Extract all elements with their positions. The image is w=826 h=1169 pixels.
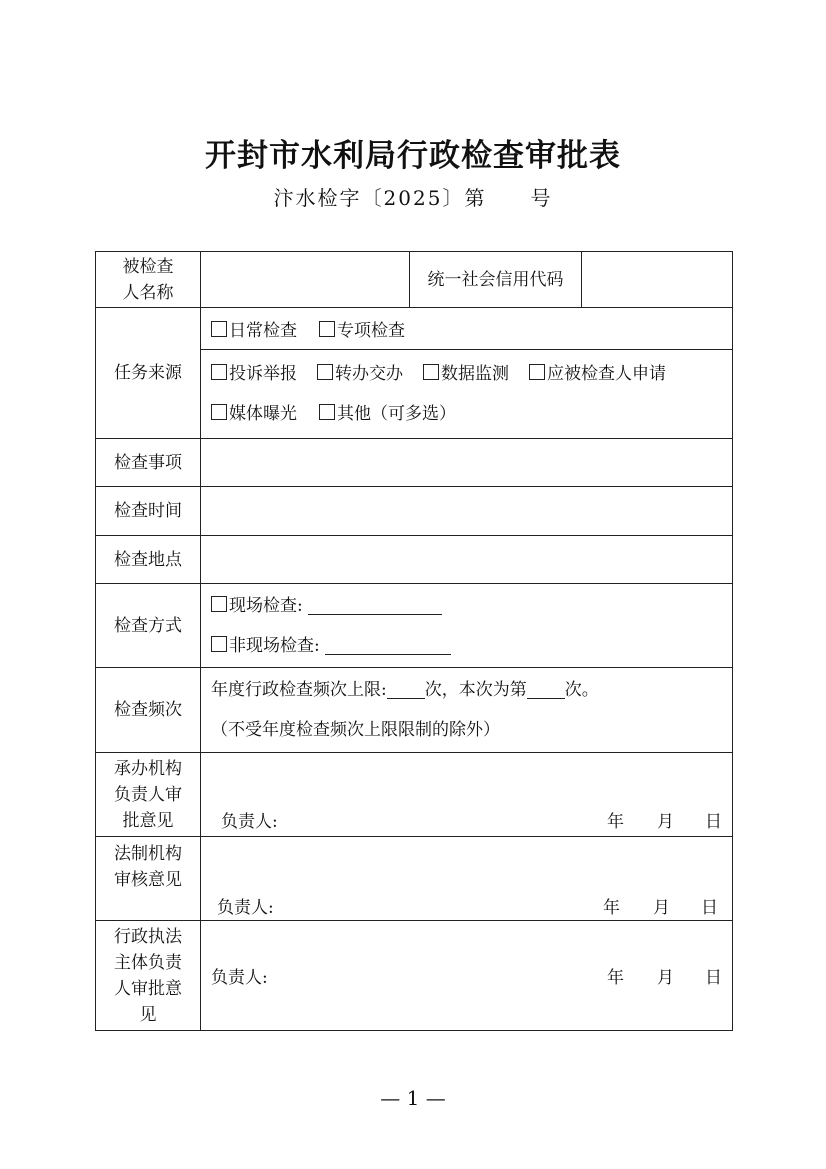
credit-code-input[interactable]	[582, 252, 733, 308]
offsite-blank[interactable]	[325, 636, 451, 655]
approval-form-table	[95, 251, 733, 1031]
form-title: 开封市水利局行政检查审批表	[205, 138, 621, 174]
checkbox-data-monitoring[interactable]: 数据监测	[423, 364, 509, 384]
offsite-option: 非现场检查:	[211, 626, 732, 666]
date-fields: 年 月 日	[603, 898, 718, 918]
onsite-blank[interactable]	[308, 596, 442, 615]
inspection-time-input[interactable]	[201, 487, 733, 536]
inspection-place-input[interactable]	[201, 536, 733, 584]
executive-approval-cell[interactable]	[201, 921, 733, 1031]
date-fields: 年 月 日	[607, 968, 722, 988]
frequency-limit-blank[interactable]	[387, 680, 425, 699]
checkbox-icon[interactable]	[423, 364, 439, 380]
frequency-note: （不受年度检查频次上限限制的除外）	[211, 720, 500, 740]
signer-label: 负责人:	[211, 968, 268, 988]
checkbox-media-exposure[interactable]: 媒体曝光	[211, 404, 297, 424]
checkbox-icon[interactable]	[317, 364, 333, 380]
legal-review-label: 法制机构审核意见	[96, 837, 201, 921]
checkbox-icon[interactable]	[211, 321, 227, 337]
checkbox-complaint[interactable]: 投诉举报	[211, 364, 297, 384]
signer-label: 负责人:	[221, 812, 278, 832]
undertaking-approval-label: 承办机构负责人审批意见	[96, 753, 201, 837]
onsite-option: 现场检查:	[211, 586, 732, 626]
checkbox-icon[interactable]	[319, 321, 335, 337]
inspection-matter-input[interactable]	[201, 439, 733, 487]
checkbox-routine-inspection[interactable]: 日常检查	[211, 321, 297, 341]
checkbox-icon[interactable]	[319, 404, 335, 420]
checkbox-icon[interactable]	[211, 404, 227, 420]
undertaking-approval-cell[interactable]	[201, 753, 733, 837]
inspection-method-label: 检查方式	[96, 584, 201, 668]
inspected-party-input[interactable]	[201, 252, 410, 308]
doc-number-suffix: 号	[530, 186, 553, 210]
checkbox-other[interactable]: 其他（可多选）	[319, 404, 456, 424]
frequency-current-blank[interactable]	[527, 680, 565, 699]
inspection-place-label: 检查地点	[96, 536, 201, 584]
checkbox-special-inspection[interactable]: 专项检查	[319, 321, 405, 341]
checkbox-party-request[interactable]: 应被检查人申请	[529, 364, 666, 384]
doc-number-prefix: 汴水检字〔2025〕第	[273, 186, 487, 210]
signer-label: 负责人:	[217, 898, 274, 918]
inspection-matter-label: 检查事项	[96, 439, 201, 487]
checkbox-transferred[interactable]: 转办交办	[317, 364, 403, 384]
task-source-label: 任务来源	[96, 308, 201, 439]
executive-approval-label: 行政执法主体负责人审批意见	[96, 921, 201, 1031]
credit-code-label: 统一社会信用代码	[410, 252, 582, 308]
checkbox-icon[interactable]	[211, 636, 227, 652]
inspected-party-label: 被检查人名称	[96, 252, 201, 308]
legal-review-cell[interactable]	[201, 837, 733, 921]
page-number: — 1 —	[380, 1086, 446, 1110]
checkbox-icon[interactable]	[529, 364, 545, 380]
task-source-row1	[201, 308, 733, 350]
date-fields: 年 月 日	[607, 812, 722, 832]
inspection-frequency-label: 检查频次	[96, 668, 201, 753]
task-source-row2	[201, 350, 733, 439]
checkbox-icon[interactable]	[211, 364, 227, 380]
document-number	[0, 182, 826, 211]
inspection-frequency-content: 年度行政检查频次上限: 次，本次为第 次。 （不受年度检查频次上限限制的除外）	[201, 668, 733, 753]
checkbox-icon[interactable]	[211, 596, 227, 612]
inspection-method-options	[201, 584, 733, 668]
inspection-time-label: 检查时间	[96, 487, 201, 536]
